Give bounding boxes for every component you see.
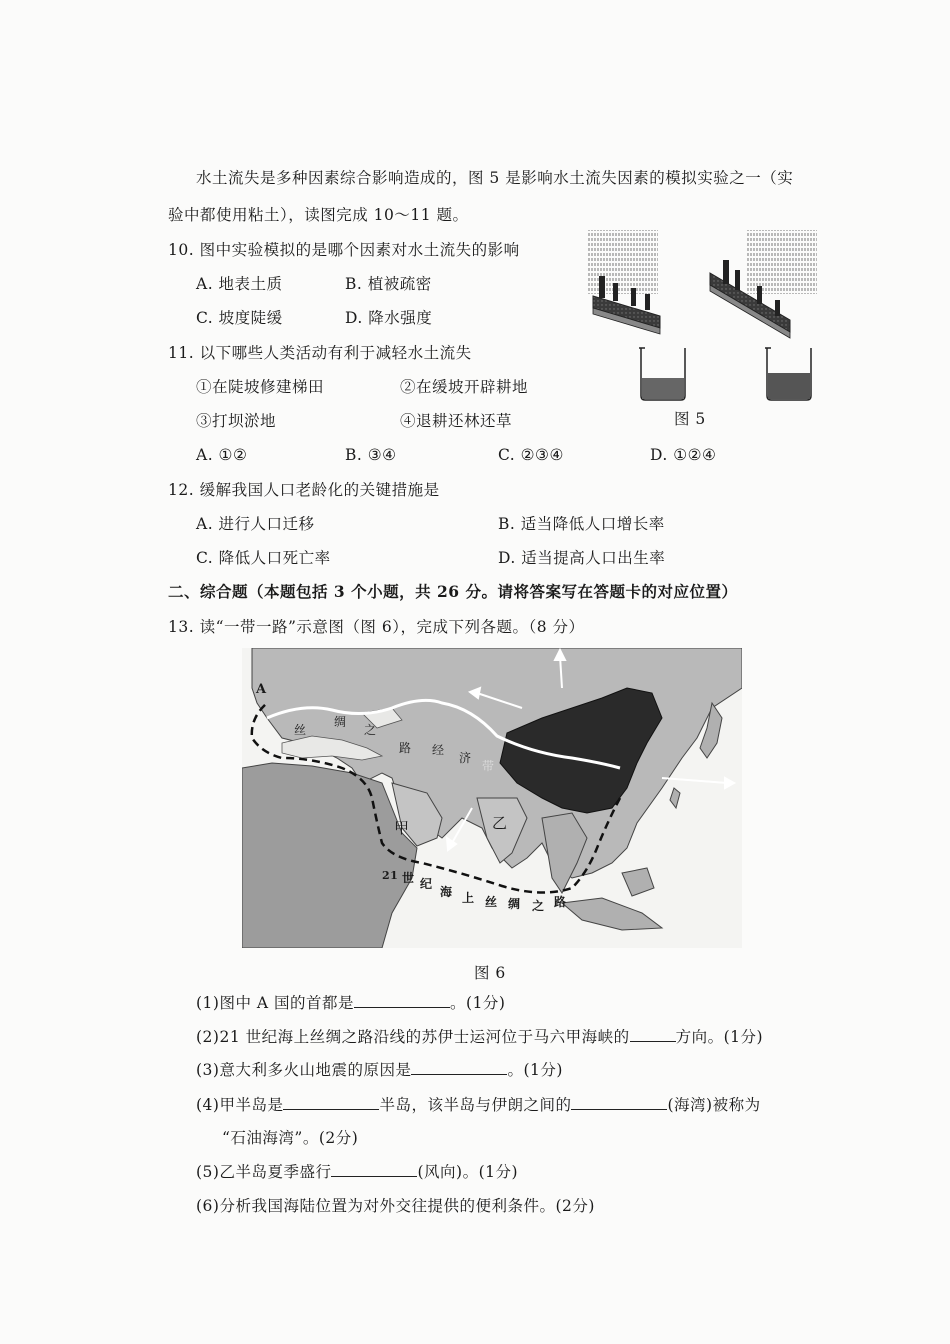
figure-5-left-setup — [588, 230, 685, 400]
q11-stem: 11. 以下哪些人类活动有利于减轻水土流失 — [168, 344, 472, 362]
intro-line-2: 验中都使用粘土），读图完成 10～11 题。 — [168, 206, 469, 224]
q13-stem: 13. 读“一带一路”示意图（图 6），完成下列各题。（8 分） — [168, 618, 585, 636]
q13-sub-5: (5)乙半岛夏季盛行 (风向)。(1分) — [196, 1163, 519, 1181]
q11-item-2: ②在缓坡开辟耕地 — [400, 378, 529, 396]
sea-route-char-8: 之 — [532, 899, 545, 913]
sea-route-char-5: 上 — [462, 891, 475, 905]
map-label-jia: 甲 — [394, 819, 410, 837]
sea-route-char-4: 海 — [440, 885, 453, 899]
q12-stem: 12. 缓解我国人口老龄化的关键措施是 — [168, 481, 440, 499]
answer-blank-3[interactable] — [411, 1060, 507, 1075]
figure-5-caption: 图 5 — [674, 410, 706, 428]
map-label-a: A — [256, 682, 267, 697]
sea-route-char-1: 21 — [382, 869, 399, 882]
rain-right — [747, 230, 817, 294]
q11-item-4: ④退耕还林还草 — [400, 412, 513, 430]
q13-sub-6: (6)分析我国海陆位置为对外交往提供的便利条件。(2分) — [196, 1197, 595, 1215]
figure-6-caption: 图 6 — [474, 964, 506, 982]
q11-option-c: C. ②③④ — [498, 446, 564, 464]
q13-sub-3: (3)意大利多火山地震的原因是 。(1分) — [196, 1061, 563, 1079]
figure-5-right-setup — [710, 230, 817, 400]
answer-blank-4b[interactable] — [571, 1095, 667, 1110]
rain-left — [588, 230, 658, 294]
sea-route-char-3: 纪 — [420, 877, 433, 891]
figure-5-illustration — [585, 228, 830, 433]
sea-route-char-9: 路 — [554, 895, 567, 909]
q11-option-d: D. ①②④ — [650, 446, 717, 464]
land-route-char-7: 带 — [482, 759, 495, 773]
land-route-char-1: 丝 — [294, 723, 307, 737]
q13-sub-1: (1)图中 A 国的首都是 。(1分) — [196, 994, 506, 1012]
answer-blank-1[interactable] — [354, 993, 450, 1008]
q11-option-a: A. ①② — [196, 446, 248, 464]
sea-route-char-2: 世 — [402, 871, 415, 885]
q13-sub-4: (4)甲半岛是 半岛，该半岛与伊朗之间的 (海湾)被称为 — [196, 1096, 761, 1114]
q13-sub-4-continued: “石油海湾”。(2分) — [222, 1129, 359, 1147]
figure-5-experiment — [585, 228, 830, 433]
q13-sub-2: (2)21 世纪海上丝绸之路沿线的苏伊士运河位于马六甲海峡的 方向。(1分) — [196, 1028, 764, 1046]
q11-option-b: B. ③④ — [345, 446, 397, 464]
land-route-char-4: 路 — [399, 741, 412, 755]
land-route-char-3: 之 — [364, 723, 377, 737]
q11-item-1: ①在陡坡修建梯田 — [196, 378, 325, 396]
answer-blank-5[interactable] — [331, 1162, 417, 1177]
q11-item-3: ③打坝淤地 — [196, 412, 277, 430]
answer-blank-4a[interactable] — [283, 1095, 379, 1110]
q10-option-d: D. 降水强度 — [345, 309, 433, 327]
intro-line-1: 水土流失是多种因素综合影响造成的，图 5 是影响水土流失因素的模拟实验之一（实 — [196, 169, 794, 187]
answer-blank-2[interactable] — [630, 1027, 676, 1042]
q12-option-c: C. 降低人口死亡率 — [196, 549, 331, 567]
section-2-title: 二、综合题（本题包括 3 个小题，共 26 分。请将答案写在答题卡的对应位置） — [168, 582, 738, 601]
sea-route-char-6: 丝 — [485, 895, 498, 909]
q12-option-a: A. 进行人口迁移 — [196, 515, 315, 533]
q10-stem: 10. 图中实验模拟的是哪个因素对水土流失的影响 — [168, 241, 520, 259]
q12-option-d: D. 适当提高人口出生率 — [498, 549, 666, 567]
q10-option-b: B. 植被疏密 — [345, 275, 432, 293]
figure-6-belt-road-map — [242, 648, 742, 948]
land-route-char-6: 济 — [459, 751, 472, 765]
q12-option-b: B. 适当降低人口增长率 — [498, 515, 665, 533]
map-label-yi: 乙 — [492, 814, 508, 832]
q10-option-a: A. 地表土质 — [196, 275, 283, 293]
land-route-char-5: 经 — [432, 743, 445, 757]
q10-option-c: C. 坡度陡缓 — [196, 309, 283, 327]
land-route-char-2: 绸 — [334, 715, 347, 729]
sea-route-char-7: 绸 — [508, 897, 521, 911]
